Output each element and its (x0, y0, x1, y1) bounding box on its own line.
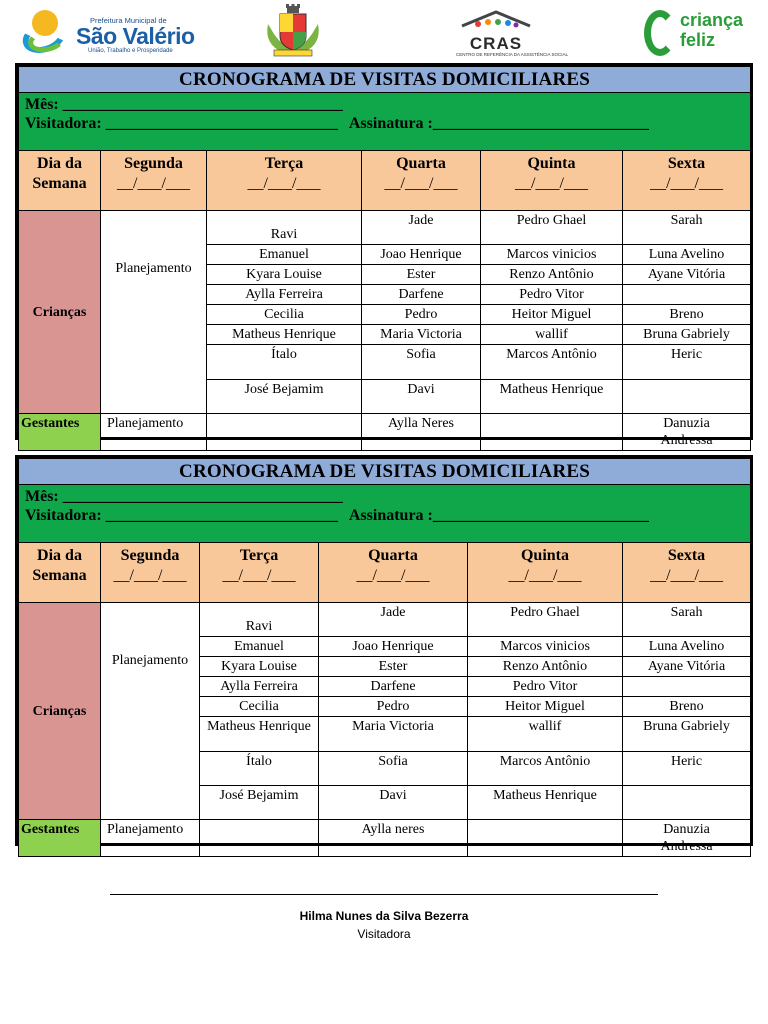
table-cell: Pedro (362, 305, 481, 325)
table-cell: Bruna Gabriely (623, 325, 751, 345)
crianca-feliz-line2: feliz (680, 30, 716, 50)
planning-text: Planejamento (115, 261, 192, 276)
municipal-coat-of-arms-icon (262, 4, 324, 60)
table-cell: Heric (623, 345, 751, 380)
table-cell: Pedro Vitor (481, 285, 623, 305)
table-cell: Pedro Ghael (468, 603, 623, 637)
gestantes-label: Gestantes (19, 414, 101, 451)
day-label: Quarta (368, 547, 418, 564)
table-cell: Matheus Henrique (207, 325, 362, 345)
criancas-label: Crianças (19, 211, 101, 414)
table-cell: Ravi (207, 211, 362, 245)
day-header-cell (19, 151, 101, 211)
criancas-label: Crianças (19, 603, 101, 820)
day-label: Segunda (120, 547, 180, 564)
table-cell: Aylla Ferreira (207, 285, 362, 305)
table-cell: Davi (362, 380, 481, 414)
table-cell: Ítalo (200, 752, 319, 786)
visitadora-assinatura-line (25, 114, 744, 133)
gestantes-tuesday (207, 414, 362, 451)
signature-role: Visitadora (357, 927, 411, 941)
cras-subtitle: CENTRO DE REFERÊNCIA DA ASSISTÊNCIA SOCIAL (456, 52, 569, 57)
table-cell: Jade (319, 603, 468, 637)
table-cell: Breno (623, 697, 751, 717)
gestantes-monday: Planejamento (101, 820, 200, 857)
date-field[interactable]: __/___/___ (384, 175, 458, 192)
table-cell (623, 677, 751, 697)
table-cell: Heitor Miguel (468, 697, 623, 717)
schedule-info (19, 93, 751, 151)
cras-logo (456, 10, 569, 60)
table-cell (623, 786, 751, 820)
assinatura-field[interactable]: Assinatura :___________________________ (348, 507, 649, 524)
day-friday (623, 151, 751, 211)
day-monday (101, 543, 200, 603)
gestantes-label: Gestantes (19, 820, 101, 857)
schedule-title: CRONOGRAMA DE VISITAS DOMICILIARES (19, 459, 751, 485)
table-cell: Sarah (623, 603, 751, 637)
sao-valerio-logo (22, 8, 195, 58)
table-cell: wallif (481, 325, 623, 345)
day-header-line: Dia da (37, 547, 82, 564)
table-cell: Ayane Vitória (623, 657, 751, 677)
table-cell: Renzo Antônio (468, 657, 623, 677)
gestantes-thursday (468, 820, 623, 857)
date-field[interactable]: __/___/___ (247, 175, 321, 192)
table-cell: Emanuel (200, 637, 319, 657)
table-cell (623, 285, 751, 305)
table-cell: Matheus Henrique (200, 717, 319, 752)
gestantes-thursday (481, 414, 623, 451)
gestantes-monday: Planejamento (101, 414, 207, 451)
table-cell: Darfene (362, 285, 481, 305)
table-cell: Ester (362, 265, 481, 285)
table-cell: Heric (623, 752, 751, 786)
signature-line (110, 894, 658, 895)
table-cell: Matheus Henrique (481, 380, 623, 414)
day-header-line: Semana (32, 567, 87, 584)
table-cell: Kyara Louise (200, 657, 319, 677)
day-label: Quinta (527, 155, 576, 172)
table-cell: Renzo Antônio (481, 265, 623, 285)
table-cell: Cecilia (200, 697, 319, 717)
table-cell: Pedro Vitor (468, 677, 623, 697)
gestante-name: Danuzia (663, 416, 710, 431)
house-roof-icon (460, 10, 532, 28)
table-cell: Maria Victoria (319, 717, 468, 752)
cras-name: CRAS (469, 34, 523, 53)
table-cell: Ayane Vitória (623, 265, 751, 285)
table-cell: Cecilia (207, 305, 362, 325)
table-cell: Marcos vinicios (468, 637, 623, 657)
table-cell: Pedro (319, 697, 468, 717)
day-label: Terça (239, 547, 279, 564)
date-field[interactable]: __/___/___ (650, 567, 723, 584)
table-cell: Marcos Antônio (481, 345, 623, 380)
visitadora-field[interactable]: Visitadora: _____________________________ (25, 507, 338, 524)
planning-text: Planejamento (111, 653, 189, 668)
table-cell: Ítalo (207, 345, 362, 380)
schedule-info (19, 485, 751, 543)
table-cell: José Bejamim (200, 786, 319, 820)
gestantes-friday (623, 820, 751, 857)
logo-tagline: União, Trabalho e Prosperidade (88, 48, 173, 54)
day-label: Sexta (667, 155, 706, 172)
table-cell: Pedro Ghael (481, 211, 623, 245)
header-logos (0, 0, 768, 62)
date-field[interactable]: __/___/___ (356, 567, 430, 584)
gestante-name: Danuzia (663, 822, 710, 837)
table-cell (623, 380, 751, 414)
date-field[interactable]: __/___/___ (650, 175, 723, 192)
day-wednesday (362, 151, 481, 211)
assinatura-field[interactable]: Assinatura :___________________________ (348, 115, 649, 132)
logo-name: São Valério (76, 23, 195, 49)
signature-name: Hilma Nunes da Silva Bezerra (299, 909, 469, 923)
day-label: Terça (264, 155, 304, 172)
date-field[interactable]: __/___/___ (117, 175, 190, 192)
crianca-feliz-text (680, 10, 743, 50)
table-cell: Maria Victoria (362, 325, 481, 345)
table-cell: Matheus Henrique (468, 786, 623, 820)
table-cell: Emanuel (207, 245, 362, 265)
table-cell: Marcos Antônio (468, 752, 623, 786)
table-cell: Davi (319, 786, 468, 820)
table-cell: Breno (623, 305, 751, 325)
date-field[interactable]: __/___/___ (222, 567, 296, 584)
table-cell: Kyara Louise (207, 265, 362, 285)
table-cell: Sofia (319, 752, 468, 786)
table-cell: Bruna Gabriely (623, 717, 751, 752)
table-cell: Joao Henrique (319, 637, 468, 657)
planning-cell (101, 211, 207, 414)
day-friday (623, 543, 751, 603)
gestantes-friday (623, 414, 751, 451)
table-cell: Joao Henrique (362, 245, 481, 265)
gestantes-wednesday: Aylla neres (319, 820, 468, 857)
table-cell: Marcos vinicios (481, 245, 623, 265)
table-cell: Darfene (319, 677, 468, 697)
schedule-title: CRONOGRAMA DE VISITAS DOMICILIARES (19, 67, 751, 93)
day-label: Quinta (520, 547, 569, 564)
table-cell: Heitor Miguel (481, 305, 623, 325)
table-cell: Jade (362, 211, 481, 245)
table-cell: José Bejamim (207, 380, 362, 414)
gestantes-tuesday (200, 820, 319, 857)
table-cell: Sarah (623, 211, 751, 245)
table-cell: Luna Avelino (623, 245, 751, 265)
mes-field[interactable]: Mês: ___________________________________ (25, 488, 343, 505)
day-header-cell (19, 543, 101, 603)
day-wednesday (319, 543, 468, 603)
day-label: Sexta (667, 547, 706, 564)
table-cell: Ester (319, 657, 468, 677)
planning-cell (101, 603, 200, 820)
day-label: Segunda (124, 155, 183, 172)
day-label: Quarta (396, 155, 446, 172)
day-header-line: Semana (32, 175, 87, 192)
table-cell: Ravi (200, 603, 319, 637)
day-tuesday (200, 543, 319, 603)
logo-prefix: Prefeitura Municipal de (90, 16, 167, 25)
table-cell: Sofia (362, 345, 481, 380)
mes-field[interactable]: Mês: ___________________________________ (25, 96, 343, 113)
day-header-line: Dia da (37, 155, 82, 172)
day-thursday (468, 543, 623, 603)
table-cell: Aylla Ferreira (200, 677, 319, 697)
date-field[interactable]: __/___/___ (515, 175, 588, 192)
visitadora-field[interactable]: Visitadora: _____________________________ (25, 115, 338, 132)
schedule-table-1 (15, 63, 753, 448)
crianca-feliz-symbol-icon (644, 10, 676, 56)
day-tuesday (207, 151, 362, 211)
gestantes-wednesday: Aylla Neres (362, 414, 481, 451)
gestante-name: Andressa (660, 433, 713, 448)
visitadora-assinatura-line (25, 506, 744, 525)
table-cell: wallif (468, 717, 623, 752)
schedule-table-2 (15, 455, 753, 854)
crianca-feliz-logo (644, 8, 744, 58)
gestante-name: Andressa (660, 839, 713, 854)
day-thursday (481, 151, 623, 211)
date-field[interactable]: __/___/___ (508, 567, 582, 584)
day-monday (101, 151, 207, 211)
date-field[interactable]: __/___/___ (113, 567, 187, 584)
crianca-feliz-line1: criança (680, 10, 744, 30)
table-cell: Luna Avelino (623, 637, 751, 657)
